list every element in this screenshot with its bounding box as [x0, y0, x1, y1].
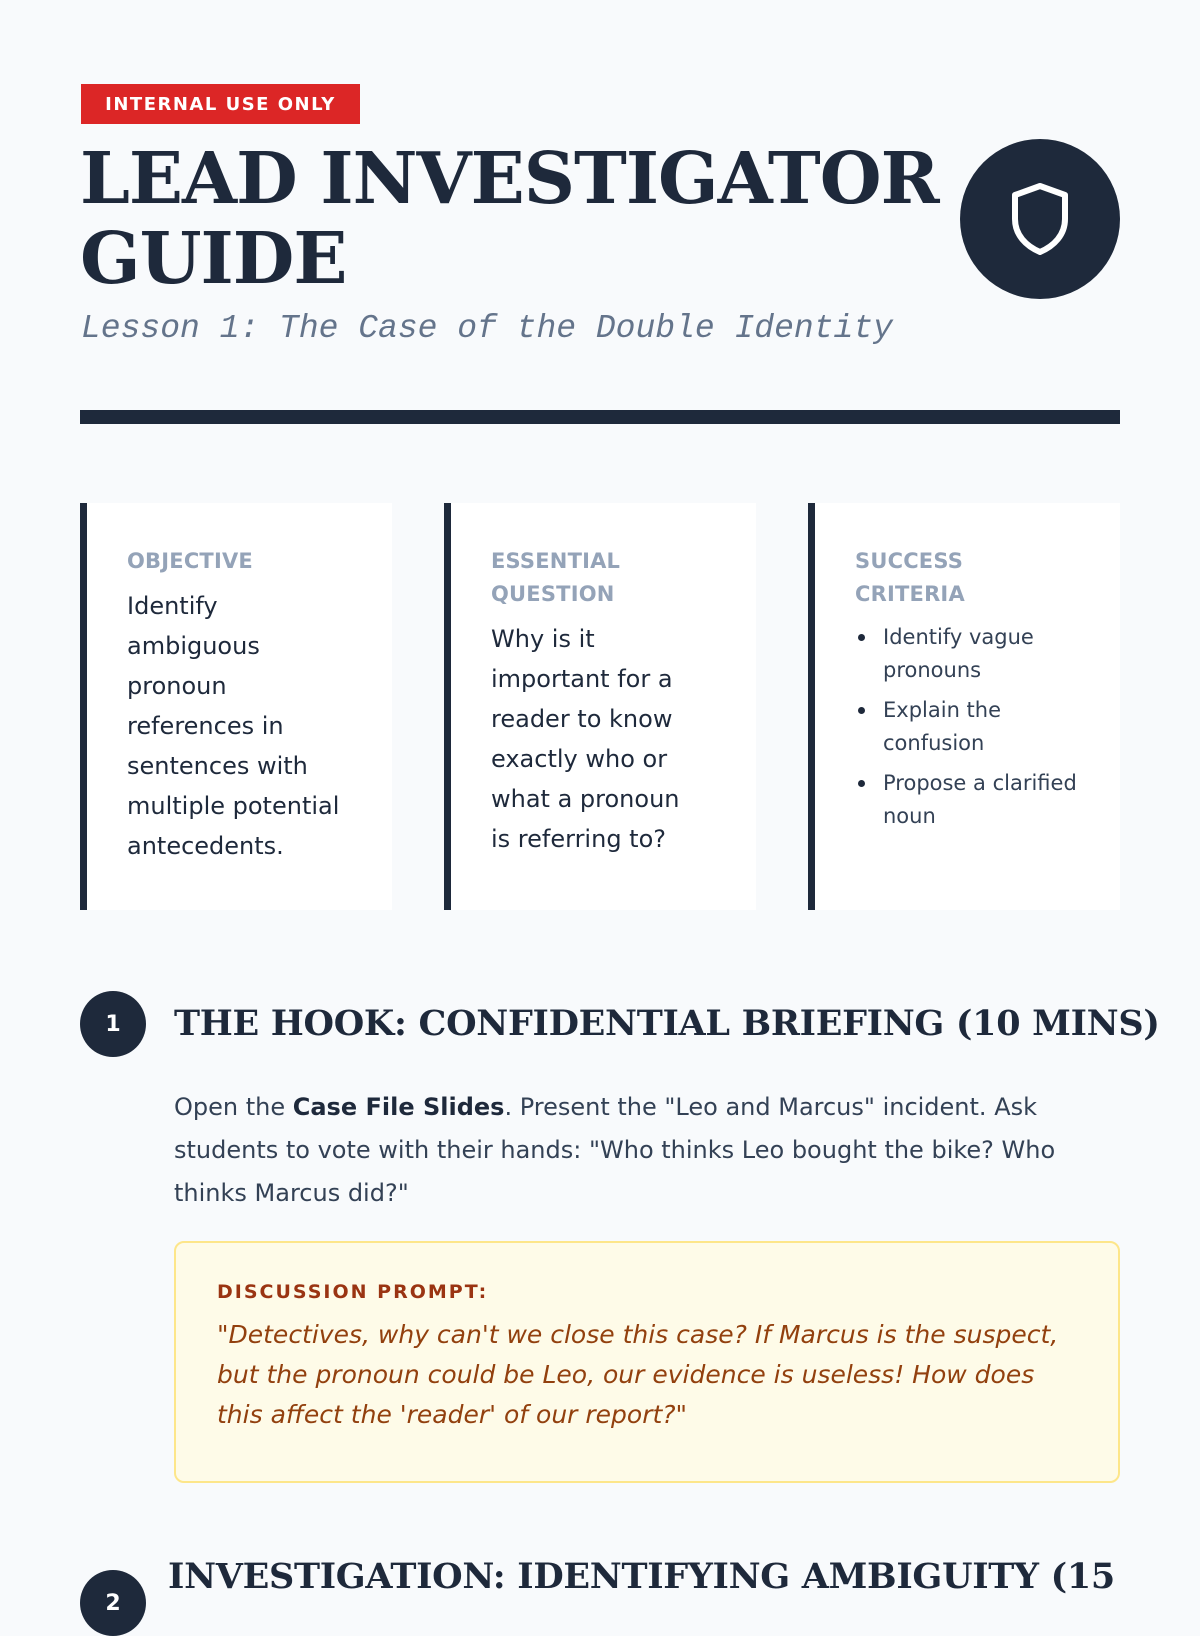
hook-text-start: Open the: [174, 1093, 293, 1121]
list-item: [855, 767, 1082, 833]
step-number-1: 1: [80, 991, 146, 1057]
objective-label: OBJECTIVE: [127, 549, 253, 573]
page-title-line-1: LEAD INVESTIGATOR: [80, 136, 939, 220]
internal-use-badge: INTERNAL USE ONLY: [81, 84, 360, 124]
essential-question-card: [444, 503, 756, 910]
case-file-slides-ref: Case File Slides: [292, 1093, 505, 1121]
discussion-prompt-box: [174, 1241, 1120, 1483]
page-title: [80, 138, 960, 298]
discussion-prompt-label: DISCUSSION PROMPT:: [217, 1281, 489, 1303]
section-title-investigation: INVESTIGATION: IDENTIFYING AMBIGUITY (15: [168, 1556, 1115, 1597]
essential-question-label: ESSENTIAL QUESTION: [491, 549, 621, 606]
step-number-2: 2: [80, 1570, 146, 1636]
success-criteria-label: SUCCESS CRITERIA: [855, 549, 965, 606]
criteria-text: Propose a clarified noun: [883, 771, 1077, 828]
discussion-prompt-text: "Detectives, why can't we close this case? If Marcus is the suspect, but the pronoun could be Leo, our evidence is useless! How does this affect the 'reader' of our report?": [217, 1320, 1059, 1429]
success-criteria-card: [808, 503, 1120, 910]
bullet-icon: [858, 707, 865, 714]
objective-card: [80, 503, 392, 910]
criteria-text: Explain the confusion: [883, 698, 1002, 755]
shield-icon: [1008, 181, 1072, 257]
criteria-text: Identify vague pronouns: [883, 625, 1034, 682]
list-item: [855, 621, 1082, 687]
lesson-subtitle: Lesson 1: The Case of the Double Identity: [81, 310, 893, 347]
objective-text: Identify ambiguous pronoun references in sentences with multiple potential antecedents.: [127, 592, 340, 860]
header-divider: [80, 410, 1120, 424]
hook-text-end: . Present the "Leo and Marcus" incident. Ask students to vote with their hands: "Who thinks Leo bought the bike? Who thinks Marcus did?": [174, 1093, 1056, 1207]
shield-badge: [960, 139, 1120, 299]
section-title-hook: THE HOOK: CONFIDENTIAL BRIEFING (10 MINS): [174, 1003, 1160, 1044]
hook-instructions: [174, 1086, 1124, 1215]
page-title-line-2: GUIDE: [80, 216, 347, 300]
list-item: [855, 694, 1082, 760]
bullet-icon: [858, 780, 865, 787]
success-criteria-list: [855, 621, 1082, 833]
essential-question-text: Why is it important for a reader to know exactly who or what a pronoun is referring to?: [491, 625, 680, 853]
bullet-icon: [858, 634, 865, 641]
